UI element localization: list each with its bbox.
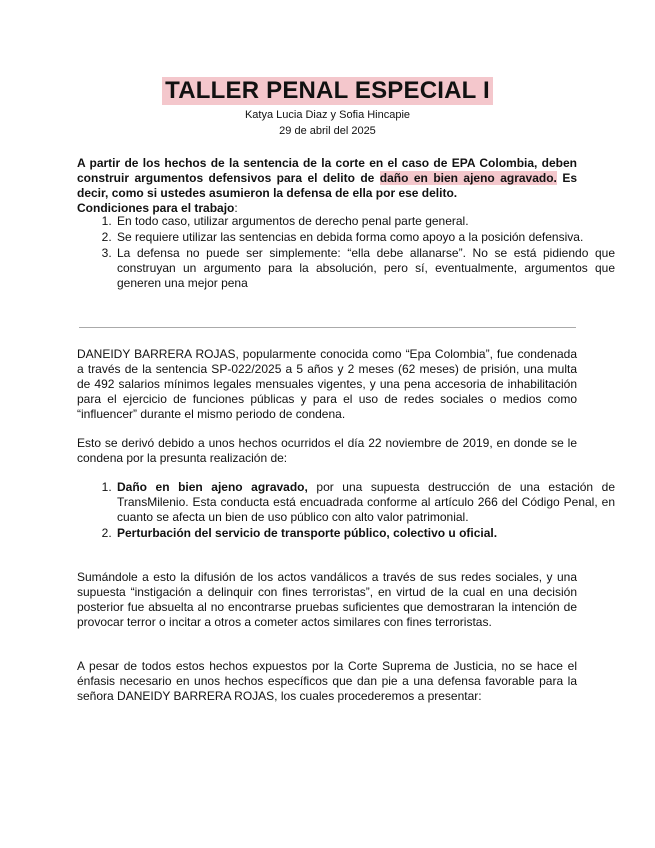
assignment-prompt xyxy=(77,156,577,216)
prompt-rest: Es decir, como si ustedes asumieron la defensa de ella por ese delito. xyxy=(77,171,578,200)
conditions-colon: : xyxy=(234,201,238,215)
paragraph-sentence: DANEIDY BARRERA ROJAS, popularmente conocida como “Epa Colombia”, fue condenada a través de la sentencia SP-022/2025 a 5 años y 2 meses (62 meses) de prisión, una multa de 492 salarios mínimos legales mensuales vigentes, y una pena accesoria de inhabilitación para el ejercicio de funciones públicas y para el uso de redes sociales o medios como “influencer” durante el mismo periodo de condena. xyxy=(77,347,577,421)
prompt-intro: A partir de los hechos de la sentencia de la corte en el caso de EPA Colombia, deben construir argumentos defensivos para el delito de xyxy=(77,156,577,185)
condition-item: 3. La defensa no puede ser simplemente: “ella debe allanarse”. No se está pidiendo que construyan un argumento para la absolución, pero sí, eventualmente, argumentos que generen una mejor pena xyxy=(115,246,615,291)
charge-description: por una supuesta destrucción de una estación de TransMilenio. Esta conducta está encuadrada conforme al artículo 266 del Código Penal, en cuanto se afecta un bien de uso público con alto valor patrimonial. xyxy=(117,480,615,524)
charge-title: Daño en bien ajeno agravado, xyxy=(117,480,308,494)
condition-item: 1. En todo caso, utilizar argumentos de derecho penal parte general. xyxy=(115,214,615,229)
condition-item: 2. Se requiere utilizar las sentencias en debida forma como apoyo a la posición defensiva. xyxy=(115,230,615,245)
charge-title: Perturbación del servicio de transporte público, colectivo u oficial. xyxy=(117,526,498,540)
date: 29 de abril del 2025 xyxy=(279,125,376,137)
page-title: TALLER PENAL ESPECIAL I xyxy=(162,77,493,105)
conditions-list xyxy=(77,214,615,292)
horizontal-divider xyxy=(79,327,576,328)
paragraph-events: Esto se derivó debido a unos hechos ocurridos el día 22 noviembre de 2019, en donde se le condena por la presunta realización de: xyxy=(77,436,577,465)
title-container xyxy=(0,77,655,105)
charges-list xyxy=(77,480,615,542)
charge-item xyxy=(115,480,615,525)
paragraph-additional: Sumándole a esto la difusión de los actos vandálicos a través de sus redes sociales, y una supuesta “instigación a delinquir con fines terroristas”, en virtud de la cual en una decisión posterior fue absuelta al no encontrarse pruebas suficientes que demostraran la intención de provocar terror o incitar a otros a cometer actos similares con fines terroristas. xyxy=(77,570,577,629)
paragraph-defense-intro: A pesar de todos estos hechos expuestos por la Corte Suprema de Justicia, no se hace el énfasis necesario en unos hechos específicos que dan pie a una defensa favorable para la señora DANEIDY BARRERA ROJAS, los cuales procederemos a presentar: xyxy=(77,659,577,703)
authors: Katya Lucia Diaz y Sofia Hincapie xyxy=(244,109,411,121)
conditions-label: Condiciones para el trabajo xyxy=(77,201,235,215)
charge-item xyxy=(115,526,615,541)
prompt-highlight: daño en bien ajeno agravado. xyxy=(379,171,557,185)
